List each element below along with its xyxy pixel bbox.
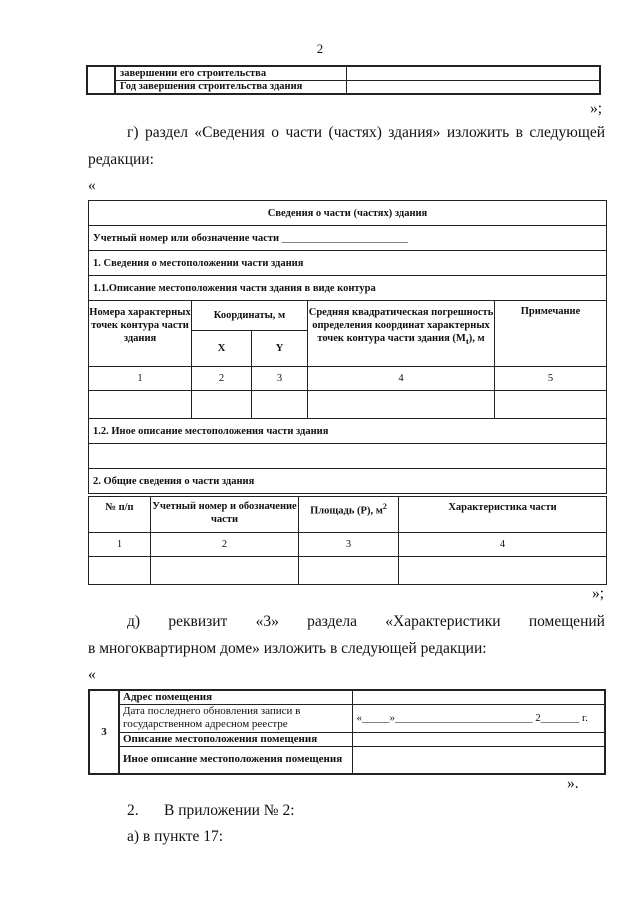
empty-cell (308, 391, 495, 419)
room-row-location: Описание местоположения помещения (119, 732, 352, 746)
top-table (86, 65, 601, 95)
item-2-number: 2. (127, 802, 139, 819)
top-row-2-label: Год завершения строительства здания (115, 80, 347, 94)
empty-cell (399, 557, 607, 585)
empty-cell (151, 557, 299, 585)
section-1-2: 1.2. Иное описание местоположения части здания (89, 419, 607, 444)
uchet-row (89, 226, 607, 251)
open-quote-2: « (88, 666, 96, 683)
top-table-left-cell (87, 66, 115, 94)
room-row-other: Иное описание местоположения помещения (119, 746, 352, 774)
part-table-title: Сведения о части (частях) здания (89, 201, 607, 226)
top-row-1-value (347, 66, 601, 80)
item-2-text: В приложении № 2: (164, 802, 295, 819)
uchet-blank: ________________________ (281, 232, 408, 244)
section-2: 2. Общие сведения о части здания (89, 469, 607, 494)
part-table (88, 200, 607, 494)
closing-quote-3: ». (567, 775, 579, 792)
room-row-date-value: «_____»_________________________ 2_______ г. (352, 704, 605, 732)
col-uchet-header: Учетный номер и обозначение части (151, 497, 299, 533)
col-np-header: № п/п (89, 497, 151, 533)
paragraph-d-word: «Характеристики (385, 613, 501, 630)
col-note-header: Примечание (495, 301, 607, 367)
num-cell: 1 (89, 533, 151, 557)
num-cell: 3 (252, 367, 308, 391)
room-row-address-value (352, 690, 605, 704)
col-area-header (299, 497, 399, 533)
item-a-text: а) в пункте 17: (127, 828, 224, 845)
top-row-1-label: завершении его строительства (115, 66, 347, 80)
num-cell: 4 (399, 533, 607, 557)
paragraph-d-word: «3» (255, 613, 279, 630)
num-cell: 2 (192, 367, 252, 391)
room-table (88, 689, 606, 775)
empty-row (89, 444, 607, 469)
paragraph-d-continued: в многоквартирном доме» изложить в следующей редакции: (88, 640, 487, 657)
paragraph-d-word: д) (127, 613, 141, 630)
col-error-end: ), м (468, 333, 485, 344)
paragraph-g-continued: редакции: (88, 151, 154, 168)
room-row-date: Дата последнего обновления записи в государственном адресном реестре (119, 704, 352, 732)
part-general-table (88, 496, 607, 585)
col-y-header: Y (252, 331, 308, 367)
col-error-sub: t (465, 336, 469, 347)
closing-quote-1: »; (590, 100, 603, 117)
num-cell: 5 (495, 367, 607, 391)
num-cell: 1 (89, 367, 192, 391)
open-quote-1: « (88, 177, 96, 194)
col-x-header: X (192, 331, 252, 367)
empty-cell (252, 391, 308, 419)
section-1-1: 1.1.Описание местоположения части здания в виде контура (89, 276, 607, 301)
empty-cell (192, 391, 252, 419)
col-error-header (308, 301, 495, 367)
room-row-location-value (352, 732, 605, 746)
num-cell: 4 (308, 367, 495, 391)
col-error-text: Средняя квадратическая погрешность определения координат характерных точек контура части здания (M (308, 307, 494, 344)
col-area-text: Площадь (P), м (310, 505, 383, 517)
top-row-2-value (347, 80, 601, 94)
page-number: 2 (316, 41, 324, 56)
paragraph-g: г) раздел «Сведения о части (частях) здания» изложить в следующей (127, 124, 605, 141)
paragraph-d-word: помещений (528, 613, 605, 630)
room-row-address: Адрес помещения (119, 690, 352, 704)
col-coords-header: Координаты, м (192, 301, 308, 331)
empty-cell (89, 391, 192, 419)
empty-cell (495, 391, 607, 419)
num-cell: 3 (299, 533, 399, 557)
closing-quote-2: »; (592, 585, 605, 602)
col-area-sup: 2 (382, 502, 387, 511)
room-row-other-value (352, 746, 605, 774)
col-char-header: Характеристика части (399, 497, 607, 533)
paragraph-d-word: реквизит (168, 613, 228, 630)
section-1: 1. Сведения о местоположении части здания (89, 251, 607, 276)
paragraph-d-word: раздела (307, 613, 357, 630)
col-points-header: Номера характерных точек контура части здания (89, 301, 192, 367)
empty-cell (299, 557, 399, 585)
num-cell: 2 (151, 533, 299, 557)
empty-cell (89, 557, 151, 585)
room-table-number: 3 (89, 690, 119, 774)
uchet-label: Учетный номер или обозначение части (93, 232, 280, 244)
paragraph-d (127, 612, 605, 632)
